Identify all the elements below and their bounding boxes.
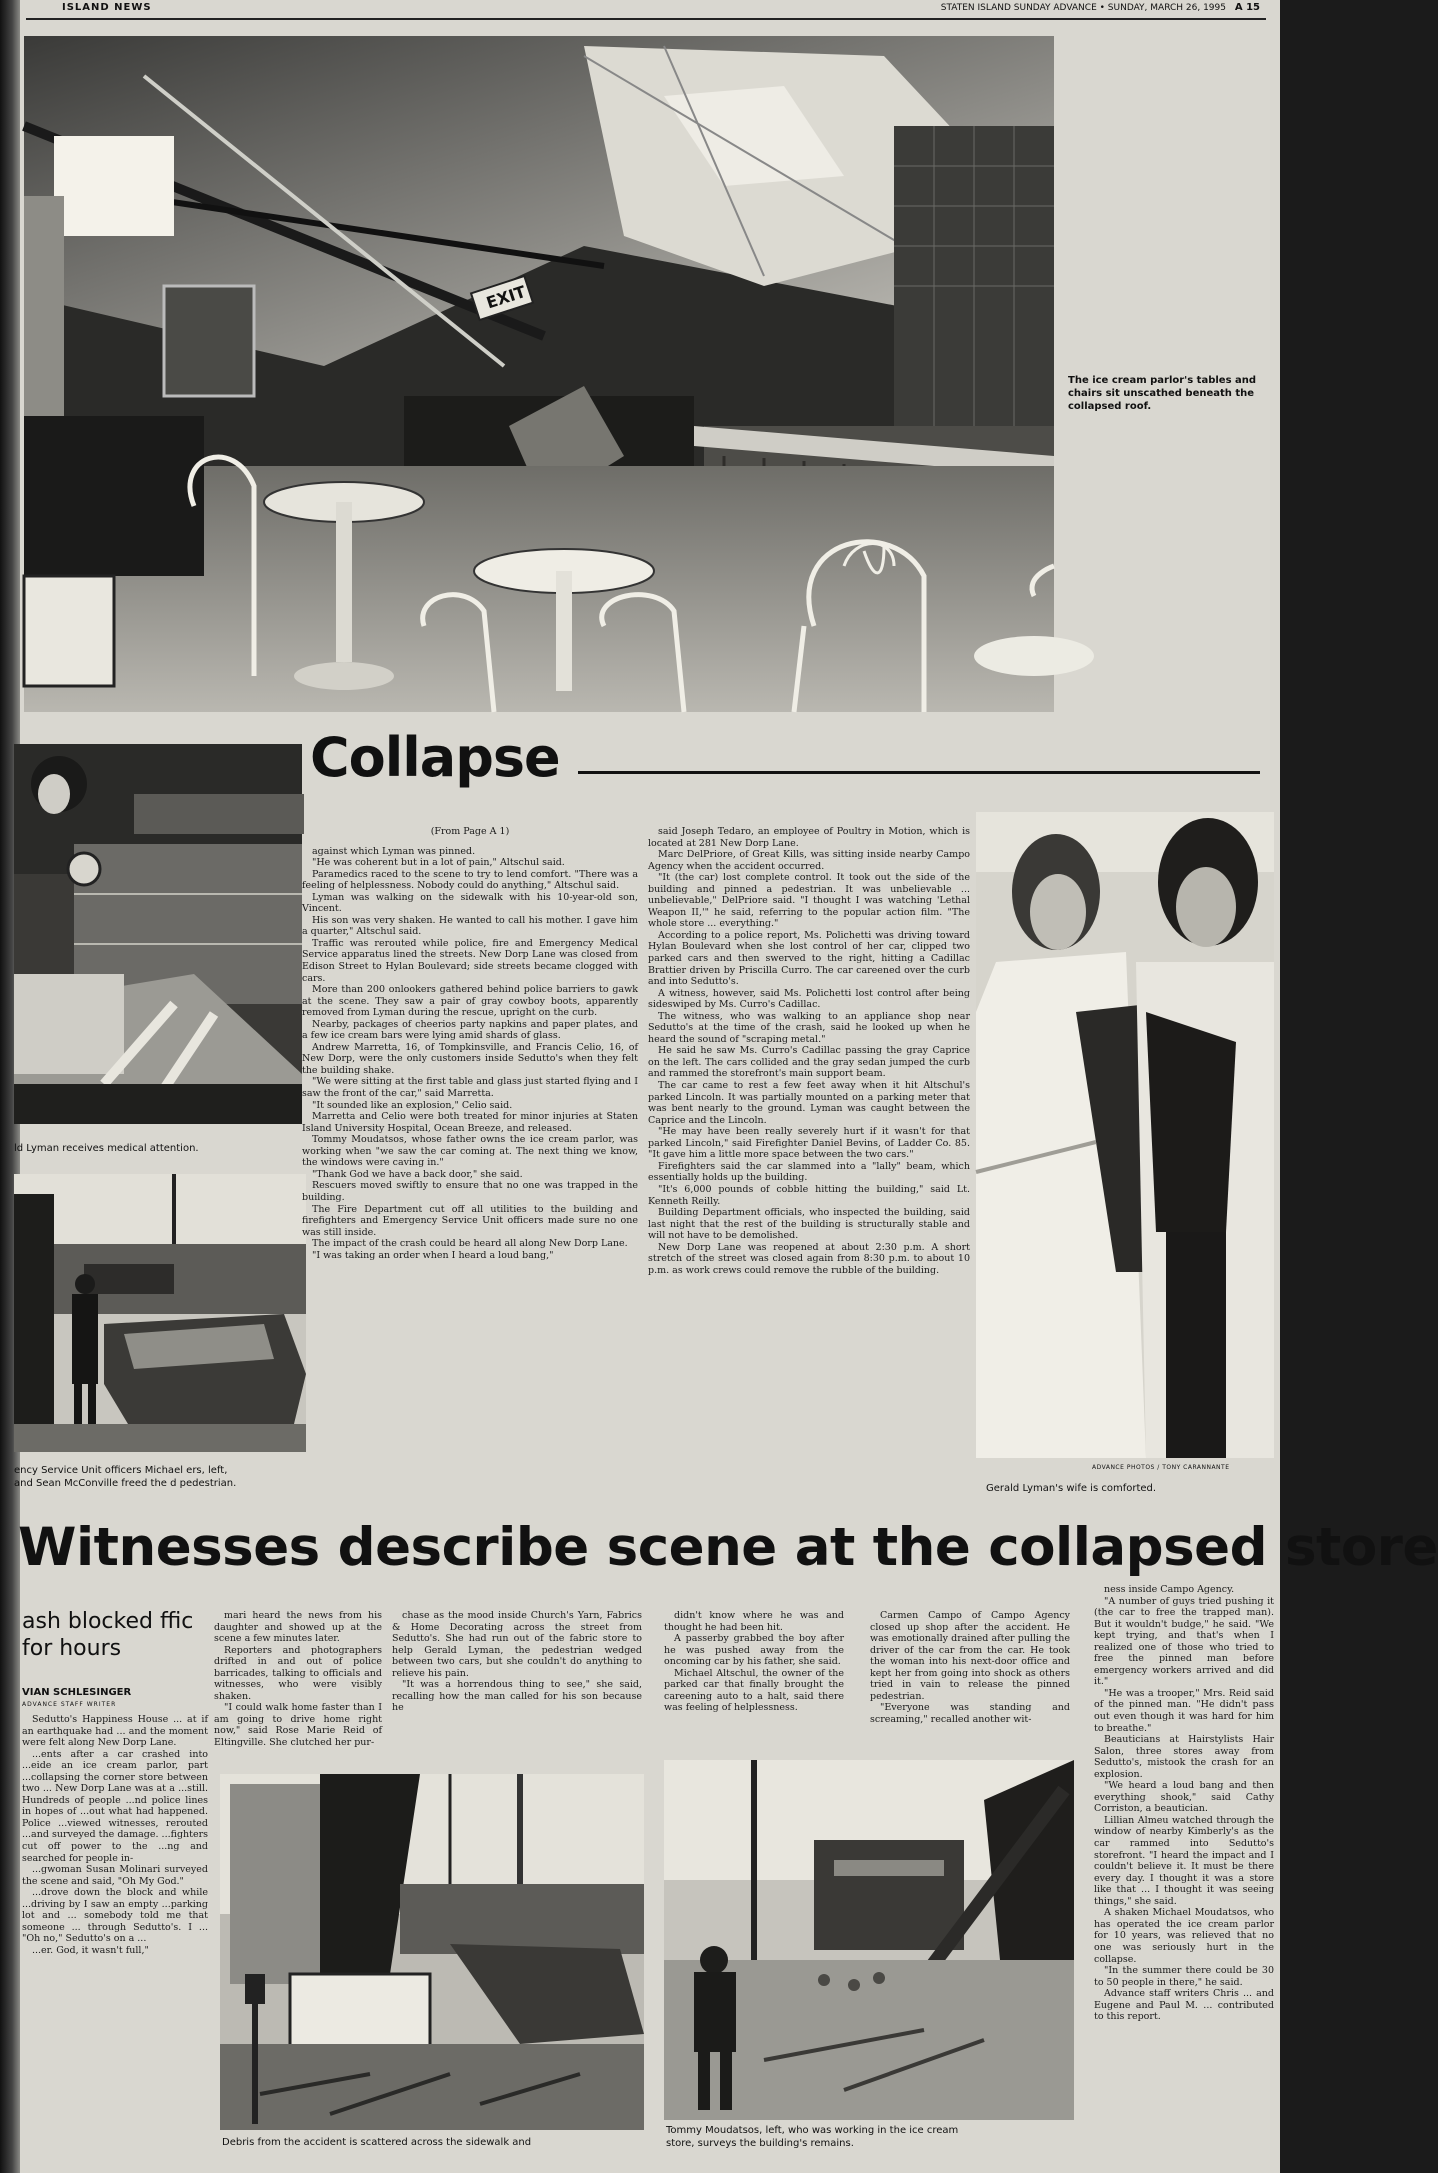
article-paragraph: chase as the mood inside Church's Yarn, Fabrics & Home Decorating across the street from Sedutto's. She had run out of the fabric store to help Gerald Lyman, the pedestrian wedged between two cars, but she couldn't do anything to relieve his pain. bbox=[392, 1610, 642, 1679]
section-name: ISLAND NEWS bbox=[62, 2, 152, 13]
article-paragraph: The Fire Department cut off all utilities to the building and firefighters and Emergency Service Unit officers made sure no one was still inside. bbox=[302, 1203, 638, 1238]
article-paragraph: Building Department officials, who inspected the building, said last night that the rest of the building is structurally stable and will not have to be demolished. bbox=[648, 1207, 970, 1242]
article-paragraph: mari heard the news from his daughter and showed up at the scene a few minutes later. bbox=[214, 1610, 382, 1645]
article-paragraph: A passerby grabbed the boy after he was pushed away from the oncoming car by his father, she said. bbox=[664, 1633, 844, 1668]
story2-subhead: ash blocked ffic for hours bbox=[22, 1609, 194, 1661]
caption-top-photo: The ice cream parlor's tables and chairs sit unscathed beneath the collapsed roof. bbox=[1068, 375, 1257, 412]
article-paragraph: "We were sitting at the first table and glass just started flying and I saw the front of the car," said Marretta. bbox=[302, 1076, 638, 1100]
article-paragraph: "He may have been really severely hurt if it wasn't for that parked Lincoln," said Firefighter Daniel Bevins, of Ladder Co. 85. "It gave him a little more space between the two cars." bbox=[648, 1126, 970, 1161]
article-paragraph: A witness, however, said Ms. Polichetti lost control after being sideswiped by Ms. Curro's Cadillac. bbox=[648, 987, 970, 1011]
article-paragraph: said Joseph Tedaro, an employee of Poultry in Motion, which is located at 281 New Dorp Lane. bbox=[648, 826, 970, 849]
caption-left-bottom-photo: ency Service Unit officers Michael ers, left, and Sean McConville freed the d pedestrian. bbox=[14, 1465, 237, 1489]
article-paragraph: Reporters and photographers drifted in and out of police barricades, talking to officials and witnesses, who were visibly shaken. bbox=[214, 1644, 382, 1702]
article-paragraph: The witness, who was walking to an appliance shop near Sedutto's at the time of the crash, said he looked up when he heard the sound of "scraping metal." bbox=[648, 1010, 970, 1045]
photo-building-remains bbox=[664, 1760, 1074, 2120]
story2-column-1 bbox=[22, 1714, 208, 2169]
article-paragraph: He said he saw Ms. Curro's Cadillac passing the gray Caprice on the left. The cars collided and the gray sedan jumped the curb and rammed the storefront's main support beam. bbox=[648, 1045, 970, 1080]
photo-lyman-wife-comforted bbox=[976, 812, 1274, 1458]
article-paragraph: "Thank God we have a back door," she said. bbox=[312, 1168, 523, 1180]
article-paragraph: Paramedics raced to the scene to try to lend comfort. "There was a feeling of helplessness. Nobody could do anything," Altschul said. bbox=[302, 868, 638, 892]
article-paragraph: Sedutto's Happiness House ... at if an earthquake had ... and the moment were felt along New Dorp Lane. bbox=[22, 1714, 208, 1749]
story2-column-6 bbox=[1094, 1584, 1274, 2169]
story1-column-2 bbox=[648, 826, 970, 1514]
article-paragraph: "It (the car) lost complete control. It took out the side of the building and pinned a pedestrian. It was unbelievable ... unbelievable," DelPriore said. "I thought I was watching 'Lethal Weapon II,'" he said, referring to the popular action film. "The whole store ... everything." bbox=[648, 872, 970, 930]
article-paragraph: New Dorp Lane was reopened at about 2:30 p.m. A short stretch of the street was closed again from 8:30 p.m. to about 10 p.m. as work crews could remove the rubble of the building. bbox=[648, 1241, 970, 1276]
article-paragraph: Rescuers moved swiftly to ensure that no one was trapped in the building. bbox=[302, 1180, 638, 1203]
caption-left-top-photo: ld Lyman receives medical attention. bbox=[14, 1143, 199, 1154]
article-paragraph: "He was a trooper," Mrs. Reid said of the pinned man. "He didn't pass out even though it was hard for him to breathe." bbox=[1094, 1687, 1274, 1734]
article-paragraph: Advance staff writers Chris ... and Eugene and Paul M. ... contributed to this report. bbox=[1094, 1988, 1274, 2023]
article-paragraph: More than 200 onlookers gathered behind police barriers to gawk at the scene. They saw a pair of gray cowboy boots, apparently removed from Lyman during the rescue, upright on the curb. bbox=[302, 984, 638, 1019]
article-paragraph: Firefighters said the car slammed into a "lally" beam, which essentially holds up the building. bbox=[648, 1160, 970, 1184]
story2-column-3 bbox=[392, 1610, 642, 1768]
article-paragraph: "Everyone was standing and screaming," recalled another wit- bbox=[870, 1702, 1070, 1725]
article-paragraph: "I could walk home faster than I am going to drive home right now," said Rose Marie Reid of Eltingville. She clutched her pur- bbox=[214, 1702, 382, 1749]
caption-bottom-right-photo: Tommy Moudatsos, left, who was working in the ice cream store, surveys the building's remains. bbox=[666, 2125, 959, 2149]
article-paragraph: Beauticians at Hairstylists Hair Salon, three stores away from Sedutto's, mistook the crash for an explosion. bbox=[1094, 1734, 1274, 1780]
headline-witnesses: Witnesses describe scene at the collapsed store bbox=[18, 1517, 1438, 1578]
article-paragraph: Marc DelPriore, of Great Kills, was sitting inside nearby Campo Agency when the accident occurred. bbox=[648, 849, 970, 872]
article-paragraph: "We heard a loud bang and then everything shook," said Cathy Corriston, a beautician. bbox=[1094, 1780, 1274, 1815]
article-paragraph: "It sounded like an explosion," Celio said. bbox=[312, 1099, 513, 1111]
article-paragraph: ...er. God, it wasn't full," bbox=[32, 1944, 149, 1956]
article-paragraph: "It was a horrendous thing to see," she said, recalling how the man called for his son because he bbox=[392, 1679, 642, 1714]
article-paragraph: Lillian Almeu watched through the window of nearby Kimberly's as the car rammed into Sedutto's storefront. "I heard the impact and I couldn't believe it. It must be there every day. I thought it was a store like that ... I thought it was seeing things," she said. bbox=[1094, 1814, 1274, 1907]
headline-collapse: Collapse bbox=[310, 726, 560, 789]
story2-column-2 bbox=[214, 1610, 382, 1768]
article-paragraph: ...ents after a car crashed into ...eide an ice cream parlor, part ...collapsing the corner store between two ... New Dorp Lane was at a ...still. Hundreds of people ...nd police lines in hopes of ...out what had happened. Police ...viewed witnesses, rerouted ...and surveyed the damage. ...fighters cut off power to the ...ng and searched for people in- bbox=[22, 1748, 208, 1864]
article-paragraph: against which Lyman was pinned. bbox=[312, 845, 476, 857]
article-paragraph: ...drove down the block and while ...driving by I saw an empty ...parking lot and ... somebody told me that someone ... through Sedutto's. I ... "Oh no," Sedutto's on a ... bbox=[22, 1887, 208, 1945]
photo-credit: ADVANCE PHOTOS / TONY CARANNANTE bbox=[1092, 1464, 1230, 1471]
article-paragraph: didn't know where he was and thought he had been hit. bbox=[664, 1610, 844, 1633]
article-paragraph: Lyman was walking on the sidewalk with his 10-year-old son, Vincent. bbox=[302, 891, 638, 915]
article-paragraph: "In the summer there could be 30 to 50 people in there," he said. bbox=[1094, 1965, 1274, 1988]
masthead bbox=[26, 0, 1266, 20]
article-paragraph: A shaken Michael Moudatsos, who has operated the ice cream parlor for 10 years, was relieved that no one was seriously hurt in the collapse. bbox=[1094, 1907, 1274, 1965]
article-paragraph: "It's 6,000 pounds of cobble hitting the building," said Lt. Kenneth Reilly. bbox=[648, 1183, 970, 1207]
article-paragraph: "I was taking an order when I heard a loud bang," bbox=[312, 1249, 554, 1261]
article-paragraph: The car came to rest a few feet away when it hit Altschul's parked Lincoln. It was partially mounted on a parking meter that was bent nearly to the ground. Lyman was caught between the Caprice and the Lincoln. bbox=[648, 1080, 970, 1126]
article-paragraph: His son was very shaken. He wanted to call his mother. I gave him a quarter," Altschul said. bbox=[302, 914, 638, 938]
story2-column-5 bbox=[870, 1610, 1070, 1758]
photo-debris-sidewalk bbox=[220, 1774, 644, 2130]
article-paragraph: The impact of the crash could be heard all along New Dorp Lane. bbox=[312, 1238, 628, 1250]
photo-collapsed-parlor-interior bbox=[24, 36, 1054, 712]
jump-line: (From Page A 1) bbox=[430, 826, 510, 837]
story1-column-1 bbox=[302, 826, 638, 1514]
article-paragraph: Tommy Moudatsos, whose father owns the ice cream parlor, was working when "we saw the car coming at. The next thing we know, the windows were caving in." bbox=[302, 1134, 638, 1169]
story2-column-4 bbox=[664, 1610, 844, 1758]
article-paragraph: Nearby, packages of cheerios party napkins and paper plates, and a few ice cream bars were lying amid shards of glass. bbox=[302, 1018, 638, 1042]
article-paragraph: Andrew Marretta, 16, of Tompkinsville, and Francis Celio, 16, of New Dorp, were the only customers inside Sedutto's when they felt the building shake. bbox=[302, 1041, 638, 1076]
exit-sign-text: EXIT bbox=[484, 281, 529, 313]
story2-byline-role: ADVANCE STAFF WRITER bbox=[22, 1701, 117, 1708]
article-paragraph: Marretta and Celio were both treated for minor injuries at Staten Island University Hospital, Ocean Breeze, and released. bbox=[302, 1111, 638, 1134]
article-paragraph: "A number of guys tried pushing it (the car to free the trapped man). But it wouldn't budge," he said. "We kept trying, and that's when I realized one of those who tried to free the pinned man before emergency workers arrived and did it." bbox=[1094, 1595, 1274, 1688]
caption-right-photo: Gerald Lyman's wife is comforted. bbox=[986, 1483, 1157, 1494]
article-paragraph: Michael Altschul, the owner of the parked car that finally brought the careening auto to a halt, said there was feeling of helplessness. bbox=[664, 1667, 844, 1714]
photo-lyman-medical-attention bbox=[14, 744, 302, 1124]
article-paragraph: Carmen Campo of Campo Agency closed up shop after the accident. He was emotionally drained after pulling the driver of the car from the car. He took the woman into his next-door office and kept her from going into shock as others tried in vain to release the pinned pedestrian. bbox=[870, 1610, 1070, 1702]
story2-byline: VIAN SCHLESINGER bbox=[22, 1687, 132, 1698]
article-paragraph: According to a police report, Ms. Polichetti was driving toward Hylan Boulevard when she lost control of her car, clipped two parked cars and then swerved to the right, hitting a Cadillac Brattier driven by Priscilla Curro. The car careened over the curb and into Sedutto's. bbox=[648, 929, 970, 988]
dateline: STATEN ISLAND SUNDAY ADVANCE • SUNDAY, MARCH 26, 1995 bbox=[940, 3, 1226, 13]
page-number: A 15 bbox=[1234, 2, 1260, 13]
article-paragraph: Traffic was rerouted while police, fire and Emergency Medical Service apparatus lined the streets. New Dorp Lane was closed from Edison Street to Hylan Boulevard; side streets became clogged with cars. bbox=[302, 937, 638, 984]
caption-bottom-left-photo: Debris from the accident is scattered across the sidewalk and bbox=[222, 2137, 532, 2148]
article-paragraph: "He was coherent but in a lot of pain," Altschul said. bbox=[312, 857, 565, 869]
photo-street-officers bbox=[14, 1174, 306, 1452]
article-paragraph: ness inside Campo Agency. bbox=[1104, 1584, 1235, 1595]
article-paragraph: ...gwoman Susan Molinari surveyed the scene and said, "Oh My God." bbox=[22, 1864, 208, 1887]
headline-rule bbox=[578, 771, 1260, 774]
